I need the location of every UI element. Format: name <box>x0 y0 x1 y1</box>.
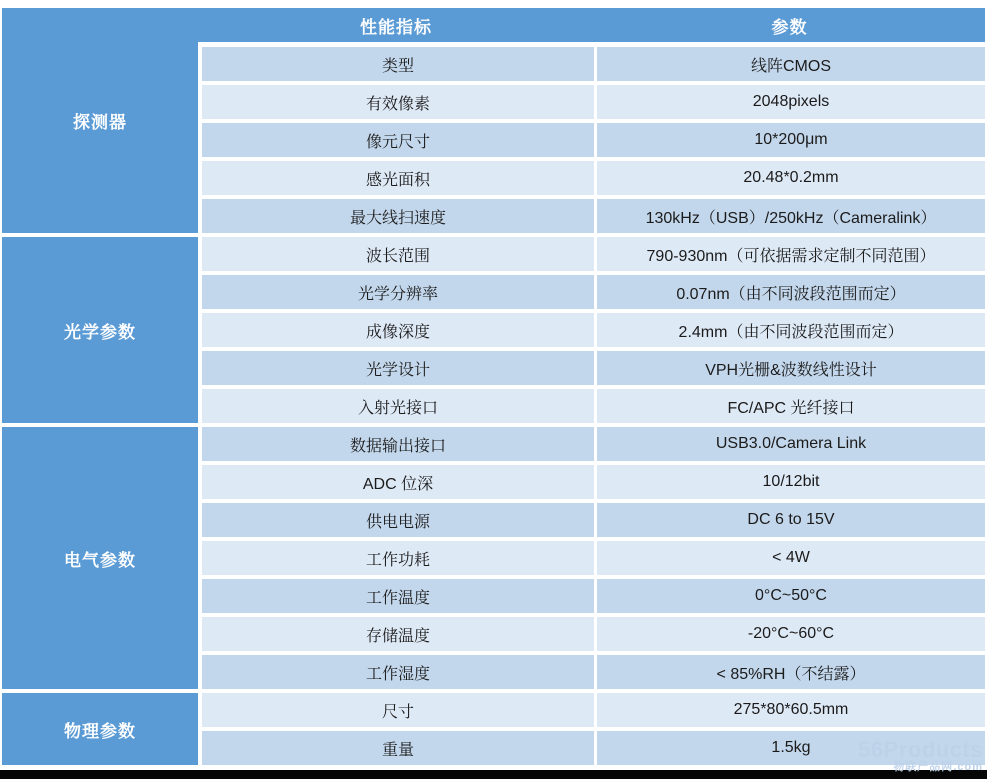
row-label-cell-text: 有效像素 <box>365 95 430 113</box>
row-label-cell <box>202 655 594 689</box>
row-label-cell <box>202 275 594 309</box>
row-label-cell-text: 成像深度 <box>365 323 430 341</box>
group-label: 电气参数 <box>64 550 136 570</box>
group-cell <box>2 237 198 423</box>
group-cell <box>2 8 198 233</box>
group-label: 物理参数 <box>64 721 136 741</box>
row-label-cell-text: 光学设计 <box>365 361 430 379</box>
row-label-cell-text: 重量 <box>381 741 414 759</box>
row-label-cell-text: 存储温度 <box>365 627 430 645</box>
row-value-cell-text: 2048pixels <box>752 93 830 110</box>
row-label-cell-text: 最大线扫速度 <box>349 209 446 227</box>
watermark-domain: 物联产品网.com <box>893 761 983 773</box>
row-label-cell-text: 波长范围 <box>365 247 430 265</box>
row-value-cell-text: 线阵CMOS <box>750 57 831 75</box>
row-value-cell-text: 0.07nm（由不同波段范围而定） <box>676 285 906 303</box>
row-value-cell <box>597 161 985 195</box>
row-label-cell <box>202 389 594 423</box>
row-label-cell <box>202 85 594 119</box>
row-value-cell <box>597 465 985 499</box>
row-label-cell-text: 感光面积 <box>365 171 430 189</box>
group-label: 光学参数 <box>64 322 136 342</box>
spec-table <box>2 8 985 765</box>
header-performance-index-label: 性能指标 <box>360 17 432 37</box>
row-value-cell <box>597 275 985 309</box>
row-label-cell <box>202 579 594 613</box>
header-performance-index <box>198 8 594 42</box>
row-value-cell <box>597 389 985 423</box>
bottom-black-bar <box>0 770 987 779</box>
row-value-cell-text: < 85%RH（不结露） <box>716 665 866 683</box>
row-value-cell-text: 1.5kg <box>771 739 811 756</box>
row-label-cell <box>202 161 594 195</box>
row-label-cell-text: 光学分辨率 <box>357 285 438 303</box>
row-label-cell <box>202 541 594 575</box>
row-label-cell-text: 数据输出接口 <box>349 437 446 455</box>
row-label-cell-text: 工作功耗 <box>365 551 430 569</box>
row-label-cell <box>202 617 594 651</box>
row-label-cell-text: 尺寸 <box>381 703 414 721</box>
group-cell <box>2 693 198 765</box>
row-label-cell <box>202 427 594 461</box>
header-parameters-label: 参数 <box>771 17 808 37</box>
row-value-cell-text: DC 6 to 15V <box>747 511 835 528</box>
row-value-cell <box>597 427 985 461</box>
row-value-cell <box>597 123 985 157</box>
row-label-cell-text: 工作温度 <box>365 589 430 607</box>
row-label-cell <box>202 123 594 157</box>
row-label-cell-text: 入射光接口 <box>357 399 438 417</box>
row-value-cell <box>597 47 985 81</box>
row-value-cell <box>597 85 985 119</box>
row-label-cell <box>202 47 594 81</box>
group-cell <box>2 427 198 689</box>
row-value-cell-text: 790-930nm（可依据需求定制不同范围） <box>646 247 936 265</box>
row-value-cell <box>597 541 985 575</box>
row-label-cell-text: 供电电源 <box>365 513 430 531</box>
watermark-brand: 56Products <box>858 737 983 762</box>
row-value-cell-text: < 4W <box>772 549 810 566</box>
row-value-cell-text: 10/12bit <box>762 473 820 490</box>
row-value-cell <box>597 655 985 689</box>
row-value-cell <box>597 503 985 537</box>
row-label-cell-text: 工作湿度 <box>365 665 430 683</box>
row-value-cell <box>597 237 985 271</box>
row-label-cell-text: ADC 位深 <box>362 475 434 493</box>
row-value-cell-text: FC/APC 光纤接口 <box>727 399 855 417</box>
row-label-cell <box>202 693 594 727</box>
row-value-cell <box>597 351 985 385</box>
row-value-cell-text: 20.48*0.2mm <box>743 169 839 186</box>
row-value-cell-text: 2.4mm（由不同波段范围而定） <box>678 323 904 341</box>
row-label-cell-text: 类型 <box>381 57 414 75</box>
row-value-cell-text: -20°C~60°C <box>747 625 835 642</box>
row-label-cell <box>202 731 594 765</box>
row-value-cell-text: 275*80*60.5mm <box>733 701 849 718</box>
row-label-cell <box>202 237 594 271</box>
row-value-cell <box>597 693 985 727</box>
row-label-cell-text: 像元尺寸 <box>365 133 430 151</box>
row-label-cell <box>202 503 594 537</box>
row-label-cell <box>202 313 594 347</box>
row-value-cell-text: 0°C~50°C <box>755 587 827 604</box>
row-value-cell-text: USB3.0/Camera Link <box>715 435 867 452</box>
row-label-cell <box>202 199 594 233</box>
row-value-cell <box>597 313 985 347</box>
row-value-cell-text: VPH光栅&波数线性设计 <box>705 361 877 379</box>
header-parameters <box>594 8 985 42</box>
row-value-cell-text: 130kHz（USB）/250kHz（Cameralink） <box>645 209 937 227</box>
group-label: 探测器 <box>73 113 127 132</box>
row-value-cell <box>597 731 985 765</box>
row-value-cell <box>597 579 985 613</box>
row-value-cell <box>597 617 985 651</box>
row-label-cell <box>202 465 594 499</box>
row-label-cell <box>202 351 594 385</box>
row-value-cell <box>597 199 985 233</box>
row-value-cell-text: 10*200μm <box>754 131 828 148</box>
